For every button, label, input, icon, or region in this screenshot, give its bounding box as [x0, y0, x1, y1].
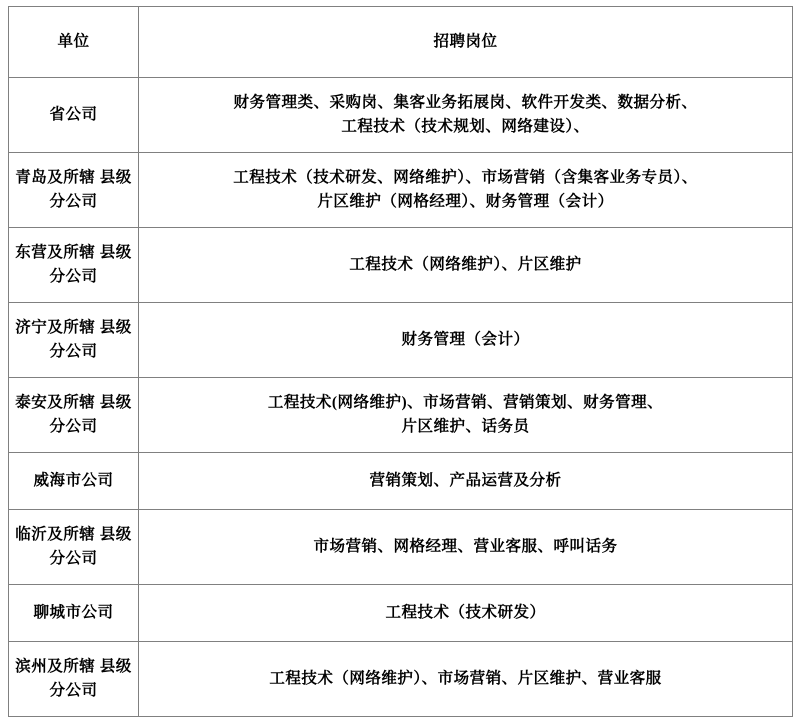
recruitment-table [8, 6, 793, 717]
post-line: 工程技术（技术规划、网络建设）、 [341, 118, 590, 135]
table-row [9, 510, 793, 585]
unit-line: 县级分公司 [49, 657, 132, 699]
post-line: 工程技术（技术研发、网络维护）、市场营销（含集客业务专员）、 [233, 168, 698, 186]
unit-line: 济宁及所辖 [15, 318, 96, 336]
unit-line: 县级分公司 [49, 318, 132, 360]
table-header-row [9, 7, 793, 78]
cell-unit [9, 78, 139, 153]
table-body [9, 78, 793, 717]
cell-post [139, 510, 793, 585]
post-line: 工程技术（网络维护）、片区维护 [349, 255, 582, 273]
post-line: 工程技术(网络维护)、市场营销、营销策划、财务管理、 [267, 393, 664, 411]
table-row [9, 642, 793, 717]
table-row [9, 378, 793, 453]
unit-line: 县级分公司 [49, 393, 132, 435]
unit-line: 省公司 [49, 105, 98, 123]
unit-line: 东营及所辖 [15, 243, 96, 261]
unit-line: 威海市公司 [33, 471, 114, 489]
post-line: 片区维护、话务员 [401, 418, 530, 435]
table-row [9, 78, 793, 153]
cell-unit [9, 153, 139, 228]
cell-post [139, 303, 793, 378]
cell-post [139, 228, 793, 303]
post-line: 市场营销、网格经理、营业客服、呼叫话务 [313, 537, 618, 555]
unit-line: 青岛及所辖 [15, 168, 96, 186]
post-line: 片区维护（网格经理）、财务管理（会计） [317, 193, 614, 210]
post-line: 工程技术（网络维护）、市场营销、片区维护、营业客服 [269, 669, 662, 687]
unit-line: 县级分公司 [49, 525, 132, 567]
table-row [9, 453, 793, 510]
table-row [9, 153, 793, 228]
cell-unit [9, 303, 139, 378]
cell-unit [9, 585, 139, 642]
unit-line: 县级分公司 [49, 168, 132, 210]
table-header [9, 7, 793, 78]
cell-unit [9, 453, 139, 510]
post-line: 工程技术（技术研发） [385, 603, 546, 621]
unit-line: 泰安及所辖 [15, 393, 96, 411]
cell-post [139, 78, 793, 153]
unit-line: 聊城市公司 [33, 603, 114, 621]
post-line: 财务管理（会计） [401, 330, 530, 348]
table-row [9, 585, 793, 642]
cell-post [139, 378, 793, 453]
unit-line: 临沂及所辖 [15, 525, 96, 543]
cell-post [139, 585, 793, 642]
header-cell-post: 招聘岗位 [139, 7, 793, 78]
cell-unit [9, 642, 139, 717]
cell-post [139, 453, 793, 510]
table-row [9, 303, 793, 378]
cell-unit [9, 378, 139, 453]
post-line: 财务管理类、采购岗、集客业务拓展岗、软件开发类、数据分析、 [233, 93, 698, 111]
table-row [9, 228, 793, 303]
cell-post [139, 642, 793, 717]
post-line: 营销策划、产品运营及分析 [369, 471, 562, 489]
cell-unit [9, 510, 139, 585]
header-cell-unit: 单位 [9, 7, 139, 78]
cell-unit [9, 228, 139, 303]
cell-post [139, 153, 793, 228]
unit-line: 县级分公司 [49, 243, 132, 285]
unit-line: 滨州及所辖 [15, 657, 96, 675]
